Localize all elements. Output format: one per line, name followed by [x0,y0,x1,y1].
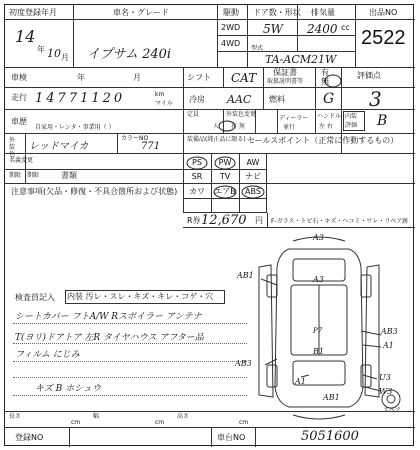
mark-a3-top: A3 [313,233,324,242]
width-label: 幅 [93,413,100,420]
color-label: 外装色 [9,137,16,158]
color-no-hw: 771 [141,141,161,152]
drive-4wd: 4WD [221,39,241,48]
mile-unit: マイル [155,100,173,107]
usage-label: 車歴 [11,117,27,126]
fuel-label: 燃料 [269,95,285,104]
equip-sr: SR [191,172,203,181]
model-name-hw: イプサム 240i [87,47,172,62]
lot-label: 出品NO [369,8,398,17]
equip-ps: PS [192,158,202,167]
mark-w3: W3 [379,387,393,396]
shaken-year-unit: 年 [77,73,85,82]
first-reg-label: 初度登録年月 [9,8,57,17]
fuel-hw: G [323,91,335,107]
displacement-label: 排気量 [311,8,335,17]
length-unit: cm [71,419,81,426]
notes-label: 注意事項(欠品・修復・不具合箇所および状態) [11,187,178,196]
doc-label: 書類 [61,171,77,180]
equip-tv: TV [219,172,231,181]
owner-sub: 期限 [9,172,22,179]
report-line-2: T(ヨリ)ドアトア 左R タイヤハウス アフター品 [15,333,204,343]
equip-navi: ナビ [245,172,261,181]
recycle-unit: 円 [255,216,263,225]
mark-a3-front: A3 [313,275,324,284]
mileage-hw: 14771120 [35,91,126,106]
km-unit: km [155,91,165,98]
month-unit: 月 [61,53,69,62]
report-legend: 内装 汚レ・スレ・キズ・キレ・コゲ・穴 [67,292,214,301]
warranty-sub: 取扱説明書等 [267,78,304,85]
drive-2wd: 2WD [221,23,241,32]
drive-label: 駆動 [223,8,239,17]
sales-point-label: セールスポイント（正常に作動するもの） [247,136,399,145]
capacity-label: 定員 [187,111,200,118]
warranty-no: 無 [321,77,329,86]
shaken-label: 車検 [11,73,27,82]
year-unit: 年 [37,45,45,54]
person-unit: 人 [213,123,220,130]
mark-ab3-right: AB3 [381,327,398,336]
mark-b1: B1 [313,347,324,356]
mark-a1-rear: A1 [295,377,306,386]
owner-sub-2: 期限 [27,172,40,179]
owner-label: 名義変更 [9,157,34,164]
mark-ab1-rear: AB1 [323,393,340,402]
warranty-yes: 有 [321,68,329,77]
displacement-hw: 2400 [307,22,338,36]
mark-p7: P7 [313,327,323,335]
warranty-label: 保証書 [273,68,297,77]
mark-ab3-left: AB3 [235,359,252,368]
score-hw: 3 [369,87,382,111]
width-unit: cm [155,419,165,426]
color-no-label: カラーNO [121,135,149,142]
chassis-hw: 5051600 [301,429,359,444]
equip-pw: PW [218,158,232,167]
shift-label: シフト [187,73,211,82]
reg-no-label: 登録NO [15,433,44,442]
color-hw: レッドマイカ [29,141,89,152]
dealer-label: ディーラー [279,115,309,122]
report-line-4: キズ B ホシュウ [35,384,101,394]
color-change-label: 外装色変更 [226,111,257,118]
interior-label: 内装 [345,113,358,120]
ac-label: 冷房 [189,95,205,104]
mileage-label: 走行 [11,93,27,102]
model-grade-label: 車名・グレード [113,8,169,17]
dealer-sub: 並行 [283,124,296,131]
height-label: 高さ [177,413,190,420]
report-line-1: シートカバー フトA/W Rスポイラー アンテナ [15,312,202,322]
length-label: 長さ [9,413,22,420]
equip-label: 装備品(純正品に限る) [187,136,246,143]
door-label: ドア数・形状 [253,8,301,17]
lot-number: 2522 [361,27,406,49]
mark-u3: U3 [379,373,391,382]
recycle-label: R券 [187,216,201,225]
spare-label: スペア [383,407,402,414]
score-label: 評価点 [357,71,381,80]
interior-hw: B [377,113,388,129]
mark-a1-right: A1 [383,341,394,350]
handle-label: ハンドル [317,113,342,120]
equip-abs: ABS [245,187,261,196]
equip-leather: カワ [189,187,205,196]
handle-opts: 左 右 [319,123,333,130]
shaken-month-unit: 月 [133,73,141,82]
reg-year-hw: 14 [15,27,36,46]
model-type-label: 型式 [251,45,264,52]
report-label: 検査員記入 [15,293,55,302]
door-hw: 5W [263,22,283,36]
model-code-hw: TA-ACM21W [265,53,337,66]
equip-airbag: エアB [214,187,236,196]
inspection-sub: F-ガラス・トビ石・キズ・ヘコミ・ワレ・リペア跡 [271,218,409,225]
interior-sub: 評価 [345,122,358,129]
chassis-label: 車台NO [217,433,246,442]
ac-hw: AAC [227,93,252,106]
equip-aw: AW [246,158,260,167]
shift-hw: CAT [231,71,257,85]
mark-ab1-left: AB1 [237,271,254,280]
cc-unit: cc [341,23,350,32]
recycle-hw: 12,670 [201,213,247,228]
usage-opts: 自家用・レンタ・事業用（ ） [35,124,115,131]
color-change-opts: 有 無 [231,123,245,130]
report-line-3: フィルム にじみ [15,350,80,360]
height-unit: cm [239,419,249,426]
inspection-sheet [4,4,414,446]
reg-month-hw: 10 [47,47,61,60]
